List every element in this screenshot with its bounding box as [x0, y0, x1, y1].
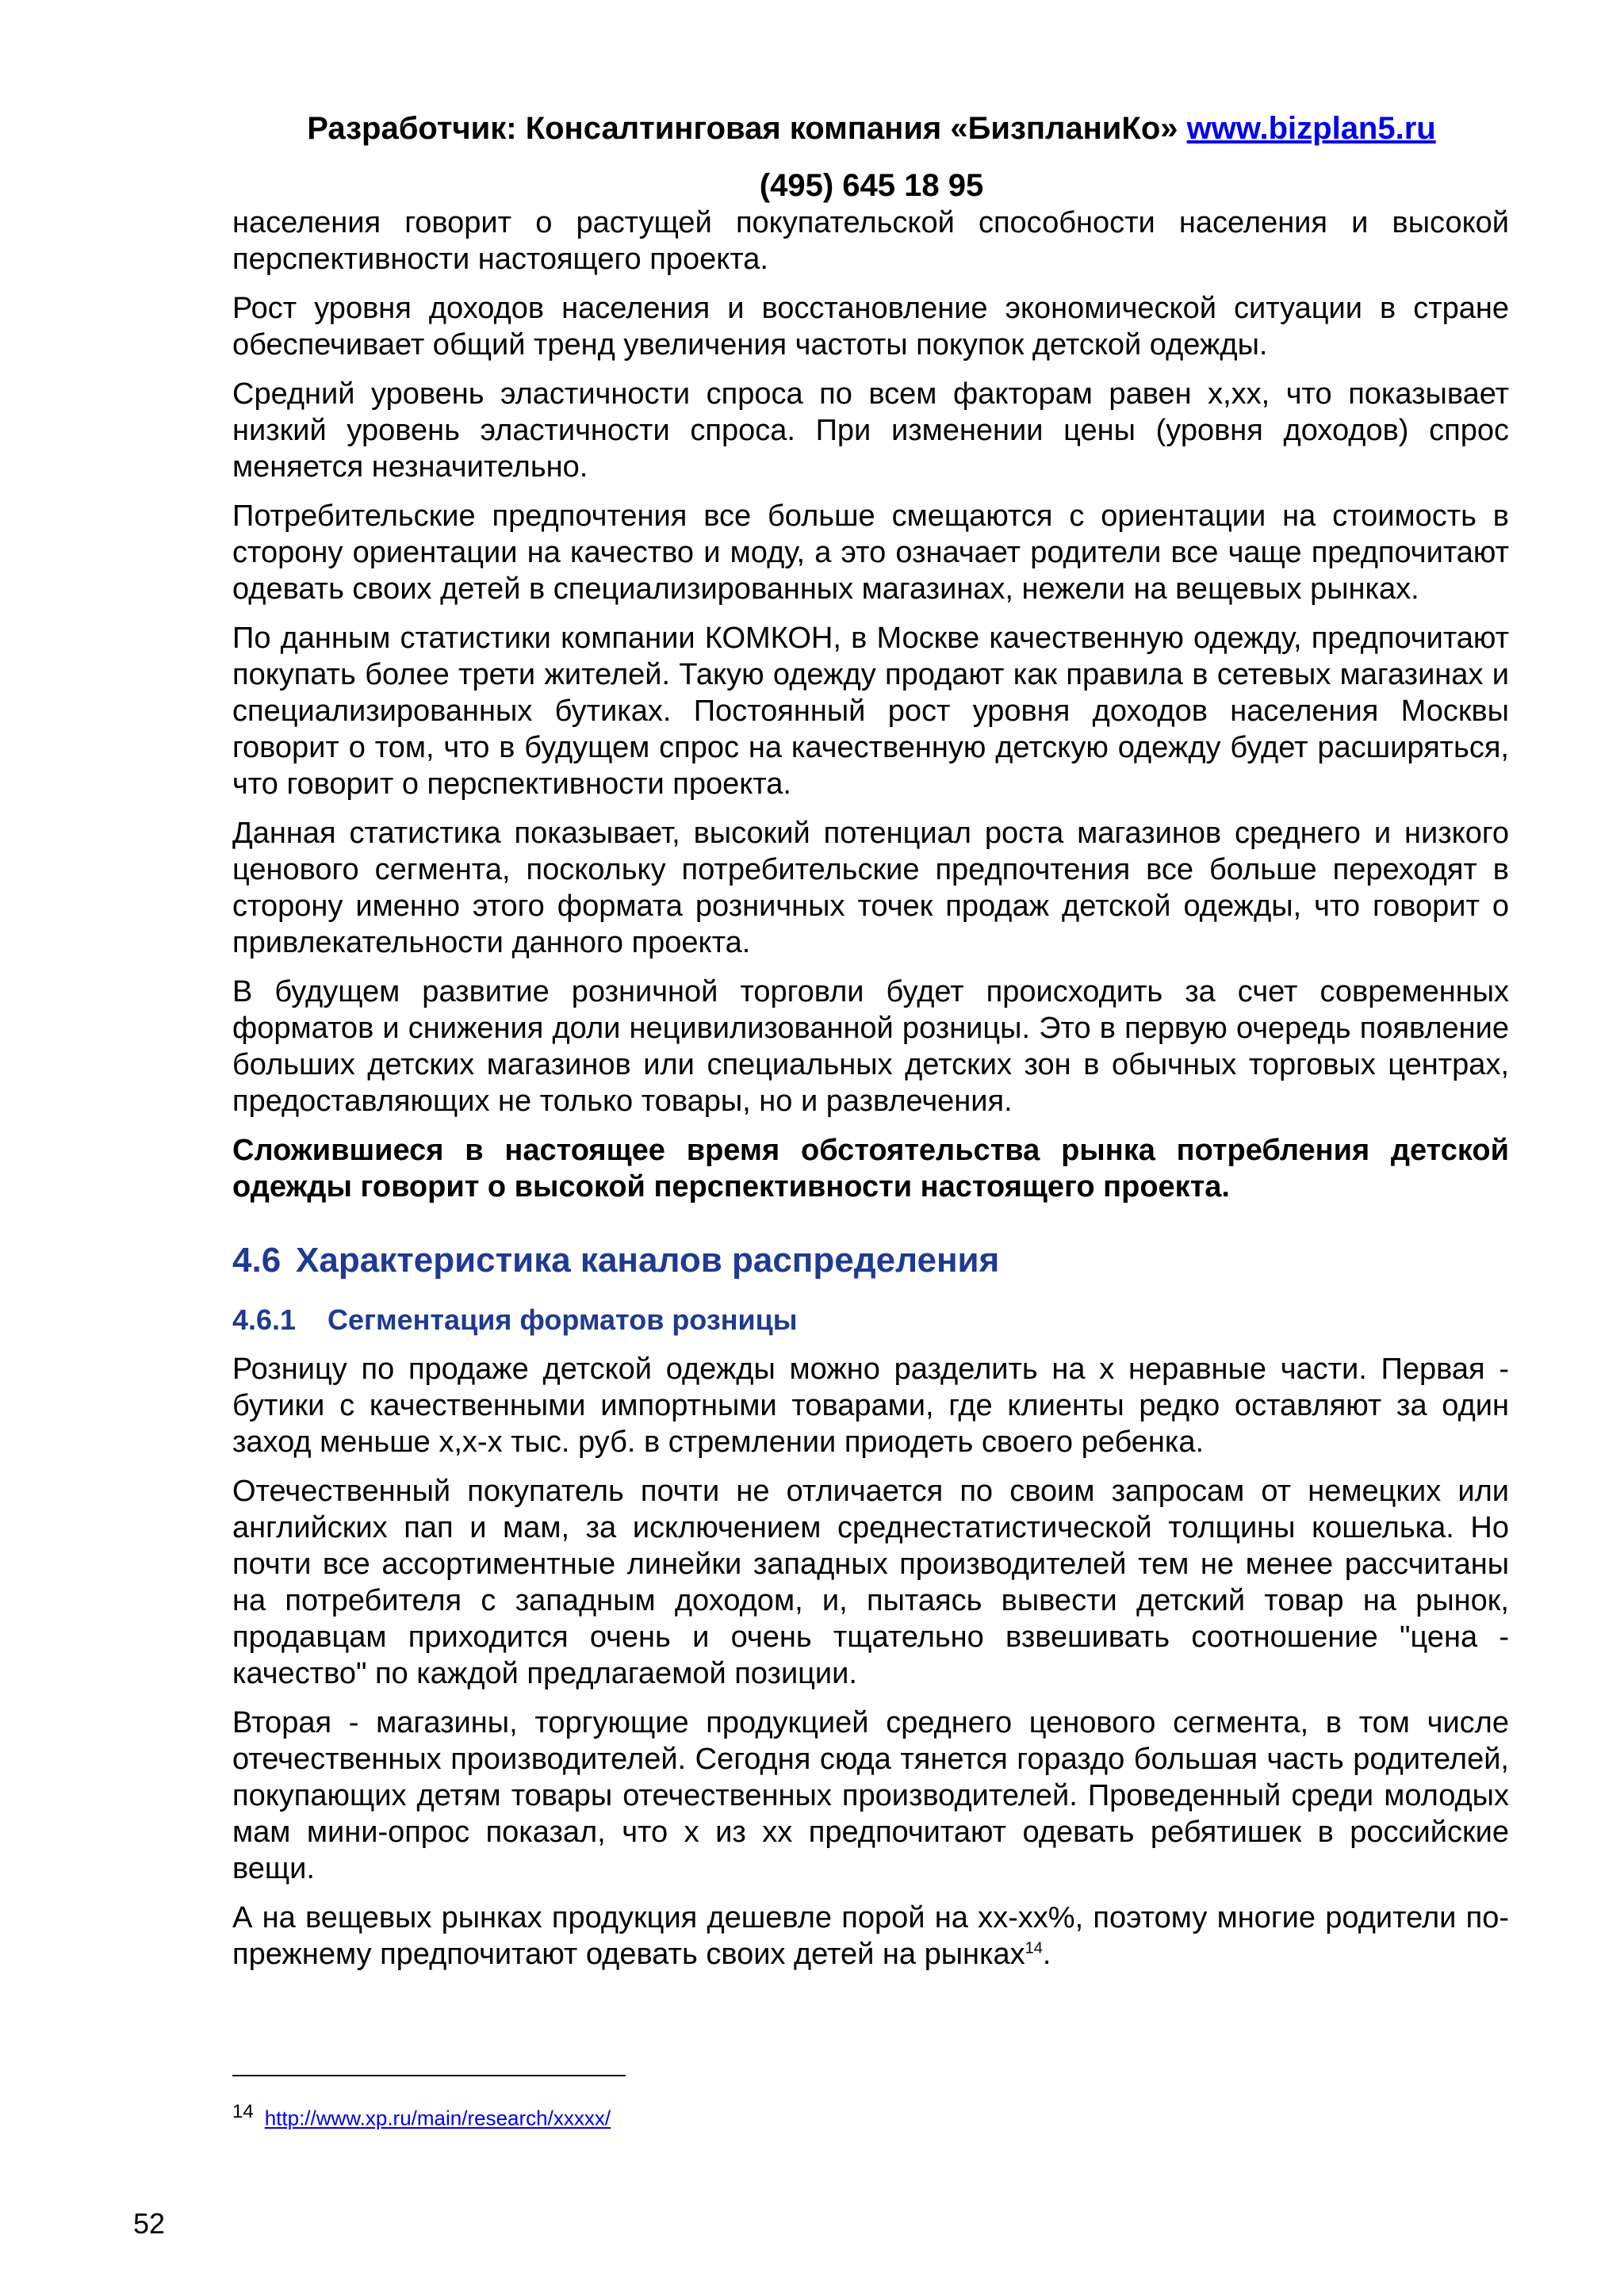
company-website-link[interactable]: www.bizplan5.ru: [1186, 111, 1436, 146]
section-heading: [232, 1238, 1509, 1283]
footnote-separator: [232, 2075, 626, 2076]
footnote-number: 14: [232, 2101, 254, 2122]
subsection-number: 4.6.1: [232, 1303, 297, 1336]
company-phone: (495) 645 18 95: [759, 168, 984, 203]
paragraph: В будущем развитие розничной торговли будет происходить за счет современных форматов и снижения доли нецивилизованной розницы. Это в первую очередь появление больших детских магазинов или специальных детских зон в обычных торговых центрах, предоставляющих не только товары, но и развлечения.: [232, 975, 1509, 1118]
footnote: [232, 2101, 611, 2131]
page-number: 52: [133, 2207, 166, 2240]
conclusion-paragraph: Сложившиеся в настоящее время обстоятельства рынка потребления детской одежды говорит о высокой перспективности настоящего проекта.: [232, 1134, 1509, 1203]
footnote-ref[interactable]: 14: [1025, 1939, 1043, 1957]
section-number: 4.6: [232, 1241, 282, 1280]
header-title-line: [0, 111, 1624, 147]
paragraph: населения говорит о растущей покупательской способности населения и высокой перспективности настоящего проекта.: [232, 206, 1509, 276]
paragraph: По данным статистики компании КОМКОН, в Москве качественную одежду, предпочитают покупать более трети жителей. Такую одежду продают как правила в сетевых магазинах и специализированных бутиках. Постоянный рост уровня доходов населения Москвы говорит о том, что в будущем спрос на качественную детскую одежду будет расширяться, что говорит о перспективности проекта.: [232, 622, 1509, 801]
company-title: Разработчик: Консалтинговая компания «БизпланиКо»: [307, 111, 1178, 146]
paragraph: Вторая - магазины, торгующие продукцией среднего ценового сегмента, в том числе отечественных производителей. Сегодня сюда тянется гораздо большая часть родителей, покупающих детям товары отечественных производителей. Проведенный среди молодых мам мини-опрос показал, что x из xx предпочитают одевать ребятишек в российские вещи.: [232, 1706, 1509, 1885]
paragraph: Данная статистика показывает, высокий потенциал роста магазинов среднего и низкого ценового сегмента, поскольку потребительские предпочтения все больше переходят в сторону именно этого формата розничных точек продаж детской одежды, что говорит о привлекательности данного проекта.: [232, 817, 1509, 959]
section-title: Характеристика каналов распределения: [296, 1241, 1000, 1280]
paragraph: Средний уровень эластичности спроса по всем факторам равен x,xx, что показывает низкий уровень эластичности спроса. При изменении цены (уровня доходов) спрос меняется незначительно.: [232, 377, 1509, 484]
document-body: [232, 205, 1509, 1985]
subsection-title: Сегментация форматов розницы: [327, 1303, 798, 1336]
last-paragraph-text: А на вещевых рынках продукция дешевле порой на xx-xx%, поэтому многие родители по-прежнему предпочитают одевать своих детей на рынках: [232, 1901, 1509, 1971]
paragraph: Потребительские предпочтения все больше смещаются с ориентации на стоимость в сторону ориентации на качество и моду, а это означает родители все чаще предпочитают одевать своих детей в специализированных магазинах, нежели на вещевых рынках.: [232, 499, 1509, 606]
footnote-link[interactable]: http://www.xp.ru/main/research/xxxxx/: [264, 2106, 611, 2130]
subsection-heading: [232, 1302, 1509, 1338]
paragraph-with-footnote: А на вещевых рынках продукция дешевле порой на xx-xx%, поэтому многие родители по-прежнему предпочитают одевать своих детей на рынках$^{14}$.: [232, 1901, 1509, 1971]
paragraph: Отечественный покупатель почти не отличается по своим запросам от немецких или английских пап и мам, за исключением среднестатистической толщины кошелька. Но почти все ассортиментные линейки западных производителей тем не менее рассчитаны на потребителя с западным доходом, и, пытаясь вывести детский товар на рынок, продавцам приходится очень и очень тщательно взвешивать соотношение "цена - качество" по каждой предлагаемой позиции.: [232, 1475, 1509, 1690]
paragraph: Розницу по продаже детской одежды можно разделить на x неравные части. Первая - бутики с качественными импортными товарами, где клиенты редко оставляют за один заход меньше x,x-x тыс. руб. в стремлении приодеть своего ребенка.: [232, 1353, 1509, 1459]
paragraph: Рост уровня доходов населения и восстановление экономической ситуации в стране обеспечивает общий тренд увеличения частоты покупок детской одежды.: [232, 292, 1509, 362]
